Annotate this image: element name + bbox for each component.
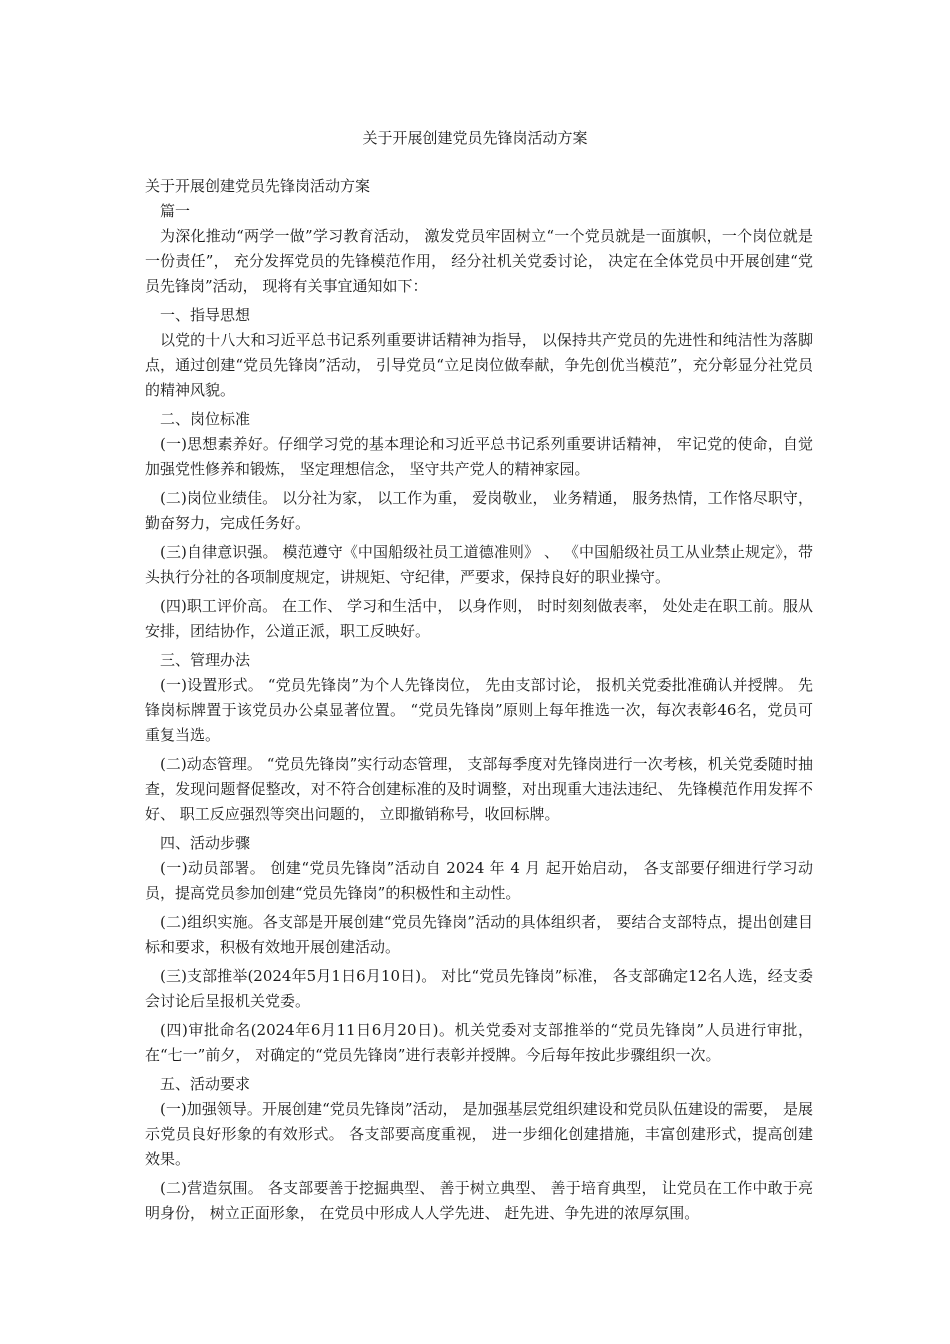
document-subtitle: 关于开展创建党员先锋岗活动方案 [145,177,371,195]
section-paragraph: (一)动员部署。 创建“党员先锋岗”活动自 2024 年 4 月 起开始启动， 各支部要仔细进行学习动员，提高党员参加创建“党员先锋岗”的积极性和主动性。 [145,859,813,902]
section-paragraph: (四)审批命名(2024年6月11日6月20日)。机关党委对支部推举的“党员先锋岗”人员进行审批， 在“七一”前夕， 对确定的“党员先锋岗”进行表彰并授牌。今后每年按此步骤组织一次。 [145,1021,813,1064]
part-label: 篇一 [160,202,191,220]
section-paragraph: (四)职工评价高。 在工作、 学习和生活中， 以身作则， 时时刻刻做表率， 处处走在职工前。服从安排，团结协作，公道正派，职工反映好。 [145,597,813,640]
section-paragraph: (二)动态管理。 “党员先锋岗”实行动态管理， 支部每季度对先锋岗进行一次考核，机关党委随时抽查，发现问题督促整改，对不符合创建标准的及时调整，对出现重大违法违纪、 先锋模范作用发挥不好、 职工反应强烈等突出问题的， 立即撤销称号，收回标牌。 [145,755,813,823]
section-paragraph: (一)思想素养好。仔细学习党的基本理论和习近平总书记系列重要讲话精神， 牢记党的使命，自觉加强党性修养和锻炼， 坚定理想信念， 坚守共产党人的精神家园。 [145,435,813,478]
section-paragraph: (三)自律意识强。 模范遵守《中国船级社员工道德准则》 、 《中国船级社员工从业禁止规定》，带头执行分社的各项制度规定，讲规矩、守纪律，严要求，保持良好的职业操守。 [145,543,813,586]
section-heading: 四、活动步骤 [160,834,251,852]
section-paragraph: (二)岗位业绩佳。 以分社为家， 以工作为重， 爱岗敬业， 业务精通， 服务热情，工作恪尽职守，勤奋努力，完成任务好。 [145,489,813,532]
intro-paragraph: 为深化推动“两学一做”学习教育活动， 激发党员牢固树立“一个党员就是一面旗帜，一个岗位就是一份责任”， 充分发挥党员的先锋模范作用， 经分社机关党委讨论， 决定在全体党员中开展创建“党员先锋岗”活动， 现将有关事宜通知如下： [145,227,813,295]
page-title: 关于开展创建党员先锋岗活动方案 [362,129,588,147]
section-paragraph: (一)设置形式。 “党员先锋岗”为个人先锋岗位， 先由支部讨论， 报机关党委批准确认并授牌。 先锋岗标牌置于该党员办公桌显著位置。 “党员先锋岗”原则上每年推选一次，每次表彰46名，党员可重复当选。 [145,676,813,744]
document-body [145,174,813,1230]
section-heading: 三、管理办法 [160,651,251,669]
section-paragraph: (三)支部推举(2024年5月1日6月10日)。 对比“党员先锋岗”标准， 各支部确定12名人选，经支委会讨论后呈报机关党委。 [145,967,813,1010]
section-paragraph: (二)组织实施。各支部是开展创建“党员先锋岗”活动的具体组织者， 要结合支部特点，提出创建目标和要求，积极有效地开展创建活动。 [145,913,813,956]
section-heading: 一、指导思想 [160,306,251,324]
section-paragraph: (一)加强领导。开展创建“党员先锋岗”活动， 是加强基层党组织建设和党员队伍建设的需要， 是展示党员良好形象的有效形式。 各支部要高度重视， 进一步细化创建措施，丰富创建形式，提高创建效果。 [145,1100,813,1168]
section-heading: 五、活动要求 [160,1075,251,1093]
section-paragraph: (二)营造氛围。 各支部要善于挖掘典型、 善于树立典型、 善于培育典型， 让党员在工作中敢于亮明身份， 树立正面形象， 在党员中形成人人学先进、 赶先进、争先进的浓厚氛围。 [145,1179,813,1222]
section-heading: 二、岗位标准 [160,410,251,428]
section-paragraph: 以党的十八大和习近平总书记系列重要讲话精神为指导， 以保持共产党员的先进性和纯洁性为落脚点，通过创建“党员先锋岗”活动， 引导党员“立足岗位做奉献，争先创优当模范”，充分彰显分社党员的精神风貌。 [145,331,813,399]
